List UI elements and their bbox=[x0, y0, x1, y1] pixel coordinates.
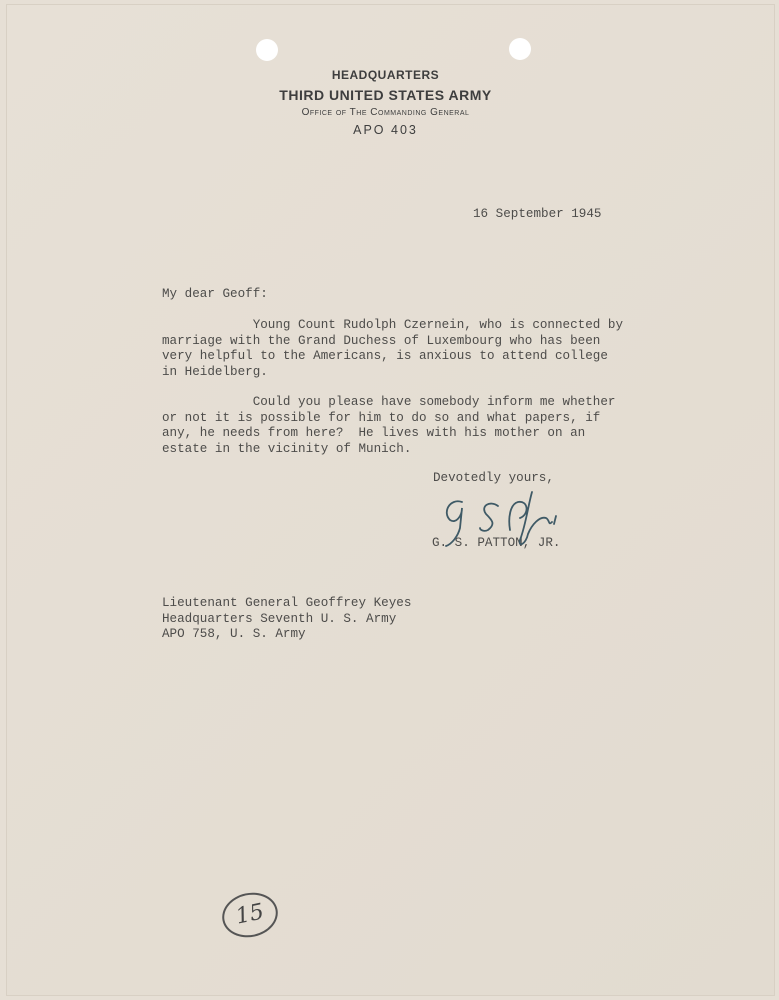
text-line: any, he needs from here? He lives with his mother on an bbox=[162, 426, 586, 441]
letterhead-line: APO 403 bbox=[353, 123, 418, 137]
letterhead-line: THIRD UNITED STATES ARMY bbox=[279, 87, 492, 103]
address-line: APO 758, U. S. Army bbox=[162, 627, 306, 642]
text-line: Could you please have somebody inform me whether bbox=[162, 395, 616, 409]
handwritten-signature bbox=[440, 490, 580, 550]
text-line: Young Count Rudolph Czernein, who is connected by bbox=[162, 318, 624, 332]
text-line: marriage with the Grand Duchess of Luxembourg who has been bbox=[162, 333, 601, 348]
address-line: Headquarters Seventh U. S. Army bbox=[162, 611, 397, 626]
date: 16 September 1945 bbox=[473, 207, 602, 221]
punch-hole bbox=[509, 38, 531, 60]
paper-sheet bbox=[6, 4, 775, 996]
closing: Devotedly yours, bbox=[433, 471, 554, 485]
letterhead-line: HEADQUARTERS bbox=[331, 68, 440, 82]
address-line: Lieutenant General Geoffrey Keyes bbox=[162, 596, 412, 610]
text-line: in Heidelberg. bbox=[162, 365, 268, 380]
punch-hole bbox=[256, 39, 278, 61]
letterhead-line: Office of The Commanding General bbox=[301, 107, 470, 118]
paragraph-1 bbox=[162, 318, 623, 381]
signer-name: G. S. PATTON, JR. bbox=[432, 536, 561, 550]
recipient-address bbox=[162, 596, 411, 643]
page-number-mark: 15 bbox=[218, 888, 282, 943]
text-line: or not it is possible for him to do so and what papers, if bbox=[162, 410, 601, 425]
salutation: My dear Geoff: bbox=[162, 287, 268, 301]
text-line: estate in the vicinity of Munich. bbox=[162, 442, 412, 457]
text-line: very helpful to the Americans, is anxious to attend college bbox=[162, 349, 608, 364]
paragraph-2 bbox=[162, 395, 615, 458]
